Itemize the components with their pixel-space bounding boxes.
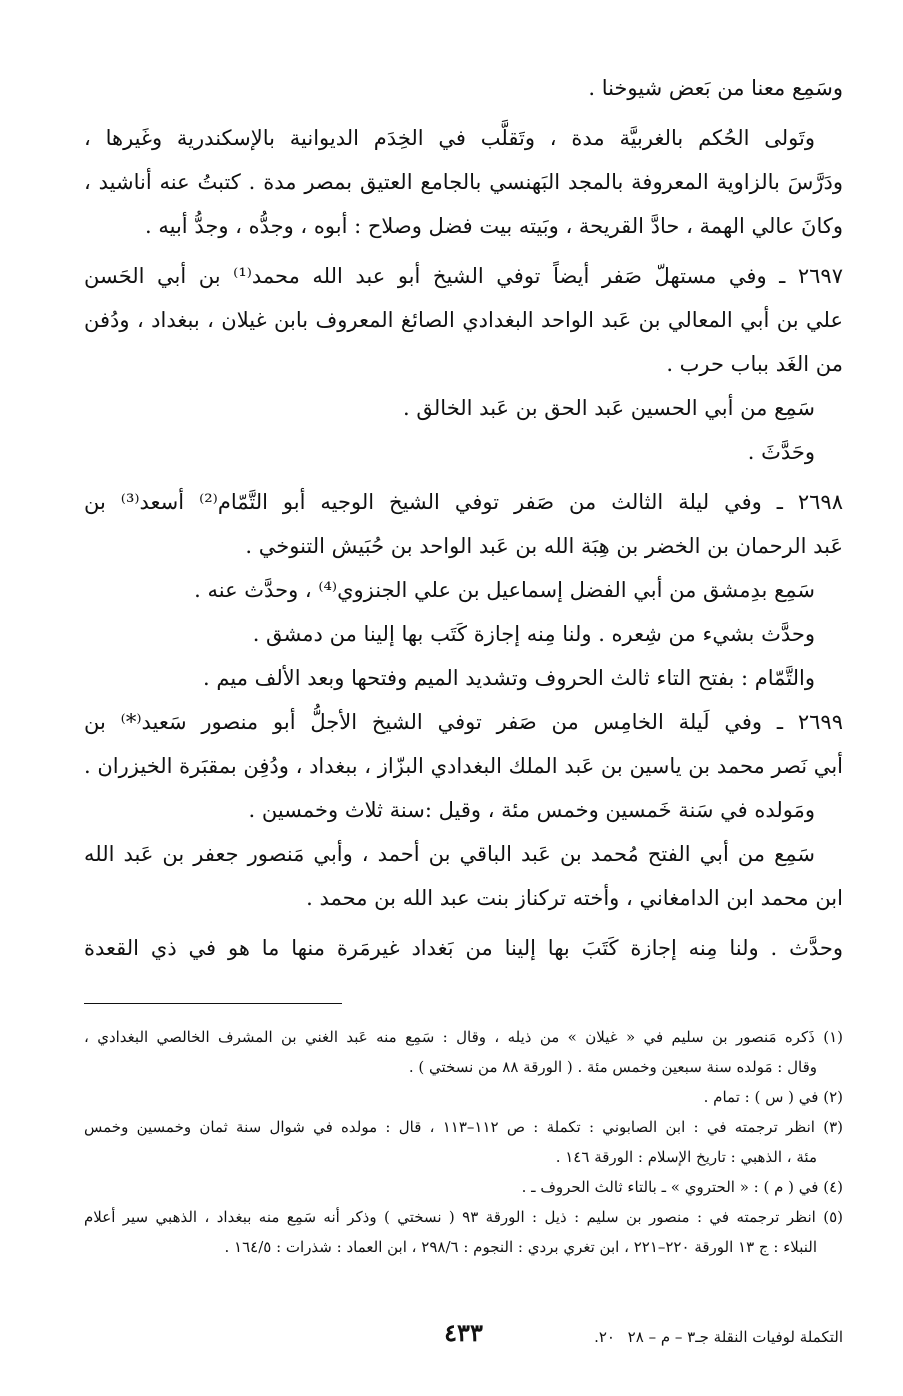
text-line: والتَّمّام : بفتح التاء ثالث الحروف وتشديد الميم وفتحها وبعد الألف ميم . <box>203 666 815 690</box>
footnote-separator <box>84 1003 342 1004</box>
text-line: ومَولده في سَنة خَمسين وخمس مئة ، وقيل :سنة ثلاث وخمسين . <box>248 798 815 822</box>
signature-mark: ٢٠. <box>594 1328 615 1346</box>
text-line: وحدَّث . ولنا مِنه إجازة كَتَبَ بها إلينا من بَغداد غيرمَرة منها ما هو في ذي القعدة <box>84 936 843 960</box>
text-line: من الغَد بباب حرب . <box>666 352 843 376</box>
footnote-4: (٤) في ( م ) : « الحتروي » ـ بالتاء ثالث الحروف ـ . <box>521 1178 843 1196</box>
text-line: ودَرَّسَ بالزاوية المعروفة بالمجد البَهنسي بالجامع العتيق بمصر مدة . كتبتُ عنه أناشيد ، <box>84 170 843 194</box>
text-line: ابن محمد ابن الدامغاني ، وأخته تركناز بنت عبد الله بن محمد . <box>306 886 843 910</box>
text-line: سَمِع من أبي الفتح مُحمد بن عَبد الباقي بن أحمد ، وأبي مَنصور جعفر بن عَبد الله <box>84 842 815 866</box>
footnote-5-cont: النبلاء : ج ١٣ الورقة ٢٢٠–٢٢١ ، ابن تغري بردي : النجوم : ٢٩٨/٦ ، ابن العماد : شذرات : ١٦٤/٥ . <box>224 1238 817 1256</box>
footnote-1: (١) ذَكره مَنصور بن سليم في « غيلان » من ذيله ، وقال : سَمِع منه عَبد الغني بن المشرف الخالصي البغدادي ، <box>84 1028 843 1046</box>
main-text <box>84 66 843 970</box>
page-number: ٤٣٣ <box>444 1318 483 1347</box>
text-line: سَمِع من أبي الحسين عَبد الحق بن عَبد الخالق . <box>403 396 815 420</box>
footnote-2: (٢) في ( س ) : تمام . <box>703 1088 843 1106</box>
page-footer <box>84 1318 843 1352</box>
running-title: التكملة لوفيات النقلة جـ٣ – م – ٢٨ <box>627 1328 843 1346</box>
text-line: وسَمِع معنا من بَعض شيوخنا . <box>588 76 843 100</box>
footnotes <box>84 1022 843 1262</box>
text-line: وتَولى الحُكم بالغربيَّة مدة ، وتَقلَّب في الخِدَم الديوانية بالإسكندرية وغَيرها ، <box>84 126 815 150</box>
entry-heading-2699: ٢٦٩٩ ـ وفي لَيلة الخامِس من صَفر توفي الشيخ الأجلُّ أبو منصور سَعيد⁽*⁾ بن <box>84 710 843 734</box>
text-line: سَمِع بدِمشق من أبي الفضل إسماعيل بن علي الجنزوي⁽⁴⁾ ، وحدَّث عنه . <box>194 578 815 602</box>
entry-heading-2698: ٢٦٩٨ ـ وفي ليلة الثالث من صَفر توفي الشيخ الوجيه أبو التَّمّام⁽²⁾ أسعد⁽³⁾ بن <box>84 490 843 514</box>
entry-heading-2697: ٢٦٩٧ ـ وفي مستهلّ صَفر أيضاً توفي الشيخ أبو عبد الله محمد⁽¹⁾ بن أبي الحَسن <box>84 264 843 288</box>
footnote-1-cont: وقال : مَولده سنة سبعين وخمس مئة . ( الورقة ٨٨ من نسختي ) . <box>408 1058 817 1076</box>
text-line: أبي نَصر محمد بن ياسين بن عَبد الملك البغدادي البزّاز ، ببغداد ، ودُفِن بمقبَرة الخيزران . <box>84 754 843 778</box>
text-line: وكانَ عالي الهمة ، حادَّ القريحة ، وبَيته بيت فضل وصلاح : أبوه ، وجدُّه ، وجدُّ أبيه . <box>145 214 843 238</box>
text-line: وحدَّث بشيء من شِعره . ولنا مِنه إجازة كَتَب بها إلينا من دمشق . <box>252 622 815 646</box>
footnote-5: (٥) انظر ترجمته في : منصور بن سليم : ذيل : الورقة ٩٣ ( نسختي ) وذكر أنه سَمِع منه ببغداد ، الذهبي سير أعلام <box>84 1208 843 1226</box>
footnote-3: (٣) انظر ترجمته في : ابن الصابوني : تكملة : ص ١١٢–١١٣ ، قال : مولده في شوال سنة ثمان وخمسين وخمس <box>84 1118 843 1136</box>
text-line: عَبد الرحمان بن الخضر بن هِبَة الله بن عَبد الواحد بن حُبَيش التنوخي . <box>245 534 843 558</box>
footnote-3-cont: مئة ، الذهبي : تاريخ الإسلام : الورقة ١٤٦ . <box>555 1148 817 1166</box>
text-line: علي بن أبي المعالي بن عَبد الواحد البغدادي الصائغ المعروف بابن غيلان ، ببغداد ، ودُفن <box>84 308 843 332</box>
text-line: وحَدَّثَ . <box>747 440 815 464</box>
